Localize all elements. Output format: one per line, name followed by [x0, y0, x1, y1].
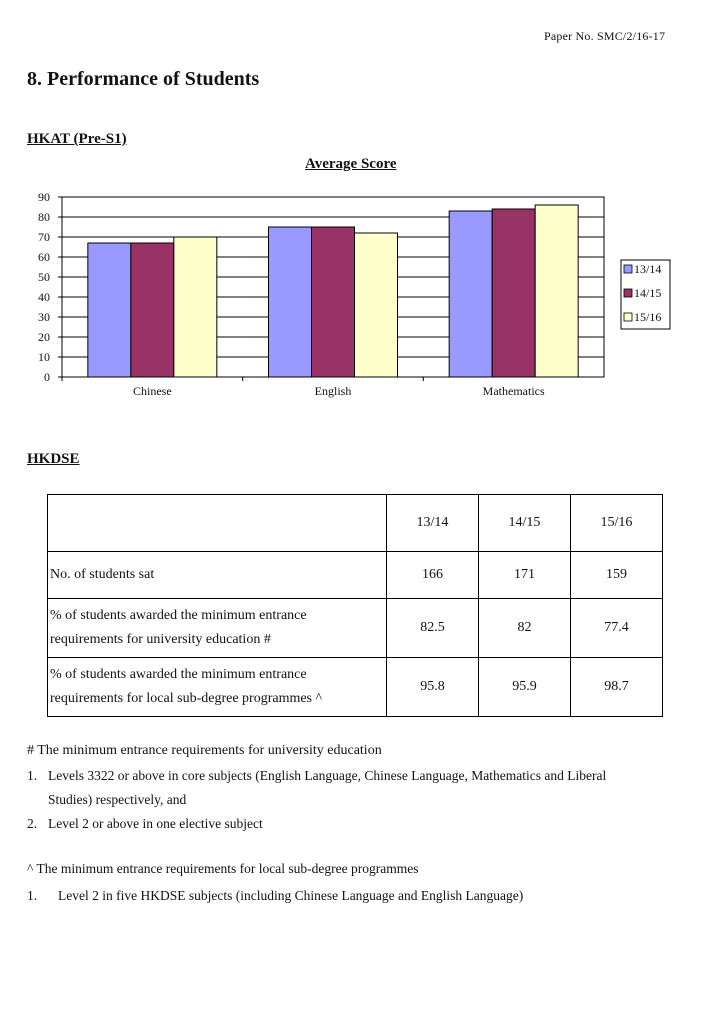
- university-note-item: 2. Level 2 or above in one elective subject: [27, 816, 263, 831]
- subdegree-note-item: 1. Level 2 in five HKDSE subjects (including Chinese Language and English Language): [27, 888, 524, 903]
- y-tick-label: 70: [38, 230, 50, 244]
- bar-15-16-english: [355, 233, 398, 377]
- university-note-item: 1. Levels 3322 or above in core subjects (English Language, Chinese Language, Mathematics and Liberal: [27, 768, 607, 783]
- university-note-heading: # The minimum entrance requirements for university education: [27, 743, 382, 758]
- y-tick-label: 30: [38, 310, 50, 324]
- column-header: 14/15: [479, 495, 571, 552]
- section-title: 8. Performance of Students: [27, 68, 260, 90]
- x-tick-label: Chinese: [132, 384, 172, 398]
- table-row: [48, 599, 663, 658]
- table-cell: 95.9: [479, 658, 571, 717]
- legend-swatch: [624, 313, 632, 321]
- table-cell: 95.8: [387, 658, 479, 717]
- chart-title: Average Score: [305, 156, 397, 172]
- table-cell: 82.5: [387, 599, 479, 658]
- y-tick-label: 10: [38, 350, 50, 364]
- average-score-chart: [20, 180, 680, 405]
- table-cell: 171: [479, 552, 571, 599]
- y-tick-label: 80: [38, 210, 50, 224]
- y-tick-label: 20: [38, 330, 50, 344]
- table-row: [48, 658, 663, 717]
- x-tick-label: English: [314, 384, 352, 398]
- bar-14-15-english: [312, 227, 355, 377]
- hkdse-table: [47, 494, 663, 717]
- row-label: % of students awarded the minimum entrance requirements for local sub-degree programmes ^: [48, 658, 387, 717]
- table-cell: 166: [387, 552, 479, 599]
- bar-13-14-english: [269, 227, 312, 377]
- bar-14-15-chinese: [131, 243, 174, 377]
- legend-swatch: [624, 289, 632, 297]
- table-row: [48, 552, 663, 599]
- bar-13-14-chinese: [88, 243, 131, 377]
- table-corner-cell: [48, 495, 387, 552]
- y-tick-label: 60: [38, 250, 50, 264]
- row-label: No. of students sat: [48, 552, 387, 599]
- bar-13-14-mathematics: [449, 211, 492, 377]
- hkdse-heading: HKDSE: [27, 451, 80, 467]
- y-tick-label: 0: [44, 370, 50, 384]
- y-tick-label: 90: [38, 190, 50, 204]
- legend-label: 14/15: [634, 286, 662, 300]
- paper-number: Paper No. SMC/2/16-17: [544, 29, 666, 43]
- column-header: 13/14: [387, 495, 479, 552]
- university-note-item-continued: Studies) respectively, and: [48, 792, 187, 807]
- column-header: 15/16: [571, 495, 663, 552]
- table-cell: 77.4: [571, 599, 663, 658]
- legend-swatch: [624, 265, 632, 273]
- subdegree-note-heading: ^ The minimum entrance requirements for local sub-degree programmes: [27, 861, 419, 876]
- table-header-row: [48, 495, 663, 552]
- bar-15-16-mathematics: [535, 205, 578, 377]
- x-tick-label: Mathematics: [482, 384, 545, 398]
- table-cell: 98.7: [571, 658, 663, 717]
- legend-label: 13/14: [634, 262, 662, 276]
- table-cell: 159: [571, 552, 663, 599]
- legend-label: 15/16: [634, 310, 662, 324]
- bar-15-16-chinese: [174, 237, 217, 377]
- bar-14-15-mathematics: [492, 209, 535, 377]
- hkat-heading: HKAT (Pre-S1): [27, 131, 127, 147]
- y-tick-label: 40: [38, 290, 50, 304]
- table-cell: 82: [479, 599, 571, 658]
- row-label: % of students awarded the minimum entrance requirements for university education #: [48, 599, 387, 658]
- y-tick-label: 50: [38, 270, 50, 284]
